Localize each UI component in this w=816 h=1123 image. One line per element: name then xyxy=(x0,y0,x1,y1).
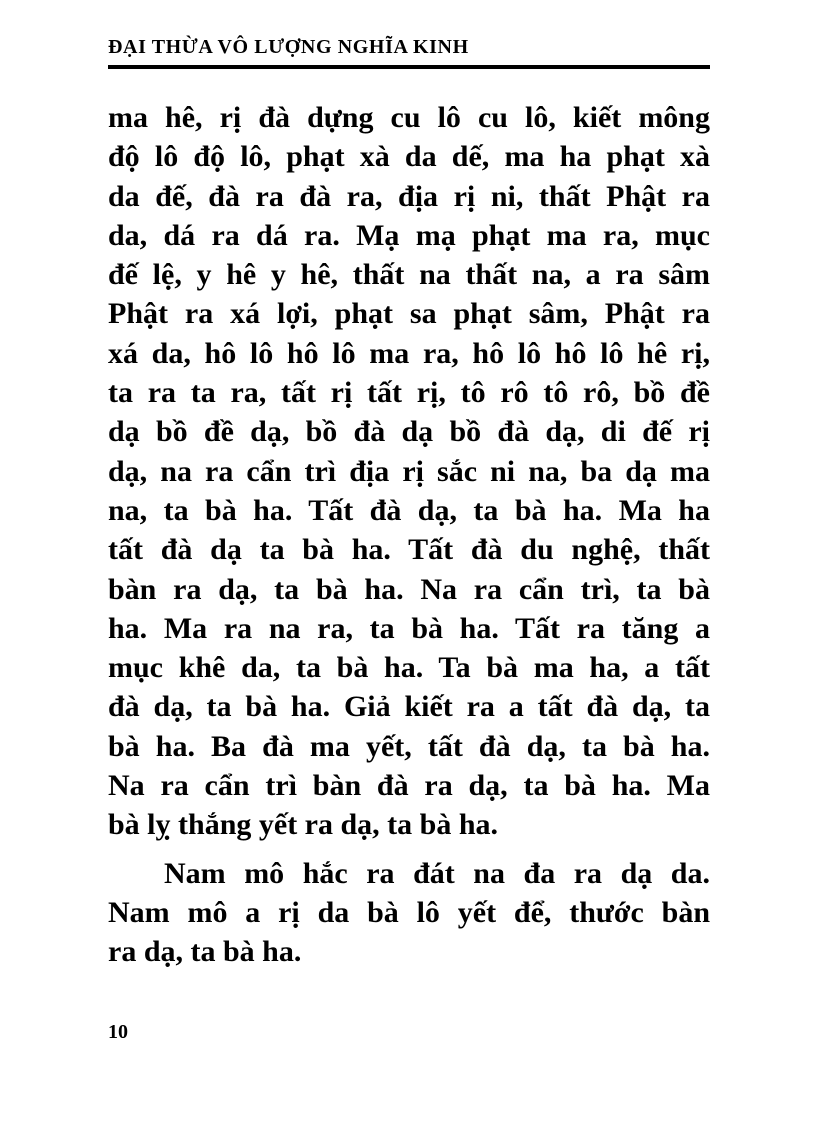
text-line: ra dạ, ta bà ha. xyxy=(108,935,302,969)
text-line: da đế, đà ra đà ra, địa rị ni, thất Phật ra xyxy=(108,179,710,213)
text-line: na, ta bà ha. Tất đà dạ, ta bà ha. Ma ha xyxy=(108,493,710,527)
paragraph-2 xyxy=(108,854,710,972)
paragraph-1 xyxy=(108,98,710,845)
text-line: ma hê, rị đà dựng cu lô cu lô, kiết mông xyxy=(108,101,710,134)
text-line: dạ bồ đề dạ, bồ đà dạ bồ đà dạ, di đế rị xyxy=(108,415,710,449)
text-line: da, dá ra dá ra. Mạ mạ phạt ma ra, mục xyxy=(108,218,710,252)
text-line: Nam mô a rị da bà lô yết để, thước bàn xyxy=(108,895,710,929)
page-number: 10 xyxy=(108,1021,128,1043)
text-line: độ lô độ lô, phạt xà da dế, ma ha phạt xà xyxy=(108,140,710,174)
text-line: ha. Ma ra na ra, ta bà ha. Tất ra tăng a xyxy=(108,611,710,645)
body-text xyxy=(108,98,710,972)
paragraph-gap xyxy=(108,845,710,854)
text-line: bà lỵ thắng yết ra dạ, ta bà ha. xyxy=(108,808,499,842)
text-line: bàn ra dạ, ta bà ha. Na ra cẩn trì, ta bà xyxy=(108,572,710,606)
text-line: đế lệ, y hê y hê, thất na thất na, a ra sâm xyxy=(108,258,710,292)
running-header: ĐẠI THỪA VÔ LƯỢNG NGHĨA KINH xyxy=(108,36,469,58)
text-line: xá da, hô lô hô lô ma ra, hô lô hô lô hê rị, xyxy=(108,336,710,370)
text-line: bà ha. Ba đà ma yết, tất đà dạ, ta bà ha. xyxy=(108,729,710,763)
text-line: Phật ra xá lợi, phạt sa phạt sâm, Phật ra xyxy=(108,297,710,331)
text-line: tất đà dạ ta bà ha. Tất đà du nghệ, thất xyxy=(108,533,710,567)
text-line: dạ, na ra cẩn trì địa rị sắc ni na, ba dạ ma xyxy=(108,454,710,488)
text-line: Nam mô hắc ra đát na đa ra dạ da. xyxy=(164,856,710,890)
text-line: đà dạ, ta bà ha. Giả kiết ra a tất đà dạ, ta xyxy=(108,690,710,724)
text-line: Na ra cẩn trì bàn đà ra dạ, ta bà ha. Ma xyxy=(108,769,710,803)
text-line: mục khê da, ta bà ha. Ta bà ma ha, a tất xyxy=(108,651,710,685)
text-line: ta ra ta ra, tất rị tất rị, tô rô tô rô, bồ đề xyxy=(108,376,710,410)
header-rule xyxy=(108,65,710,69)
